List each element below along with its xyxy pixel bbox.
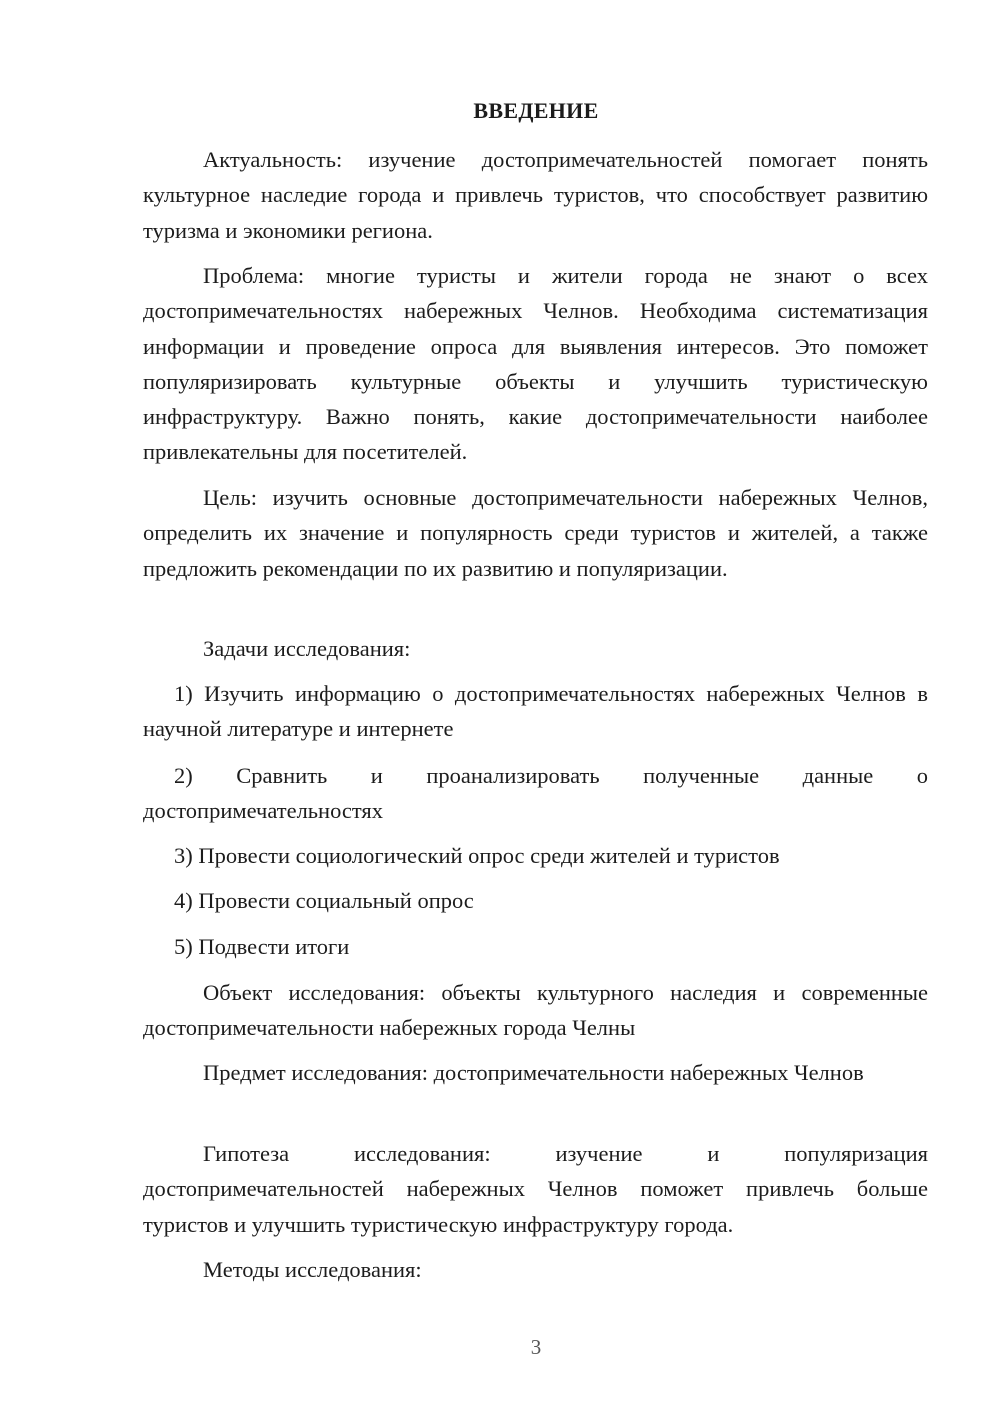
- methods-heading: Методы исследования:: [203, 1257, 422, 1282]
- page-title: ВВЕДЕНИЕ: [473, 98, 599, 123]
- tasks-heading: Задачи исследования:: [203, 636, 411, 661]
- task-item-4: 4) Провести социальный опрос: [174, 888, 474, 913]
- paragraph-hypothesis: Гипотеза исследования: изучение и популяризация достопримечательностей набережных Челнов поможет привлечь больше туристов и улучшить туристическую инфраструктуру города.: [143, 1141, 928, 1237]
- page-number: 3: [530, 1335, 542, 1359]
- task-item-3: 3) Провести социологический опрос среди жителей и туристов: [174, 843, 780, 868]
- paragraph-problem: Проблема: многие туристы и жители города не знают о всех достопримечательностях набережных Челнов. Необходима систематизация информации и проведение опроса для выявления интересов. Это поможет популяризировать культурные объекты и улучшить туристическую инфраструктуру. Важно понять, какие достопримечательности наиболее привлекательны для посетителей.: [143, 263, 928, 465]
- task-item-2: 2) Сравнить и проанализировать полученные данные о достопримечательностях: [143, 763, 928, 824]
- task-item-5: 5) Подвести итоги: [174, 934, 350, 959]
- task-item-1: 1) Изучить информацию о достопримечательностях набережных Челнов в научной литературе и интернете: [143, 681, 928, 742]
- paragraph-relevance: Актуальность: изучение достопримечательностей помогает понять культурное наследие города и привлечь туристов, что способствует развитию туризма и экономики региона.: [143, 147, 928, 243]
- paragraph-subject: Предмет исследования: достопримечательности набережных Челнов: [203, 1060, 864, 1085]
- paragraph-object: Объект исследования: объекты культурного наследия и современные достопримечательности набережных города Челны: [143, 980, 928, 1041]
- paragraph-goal: Цель: изучить основные достопримечательности набережных Челнов, определить их значение и популярность среди туристов и жителей, а также предложить рекомендации по их развитию и популяризации.: [143, 485, 928, 581]
